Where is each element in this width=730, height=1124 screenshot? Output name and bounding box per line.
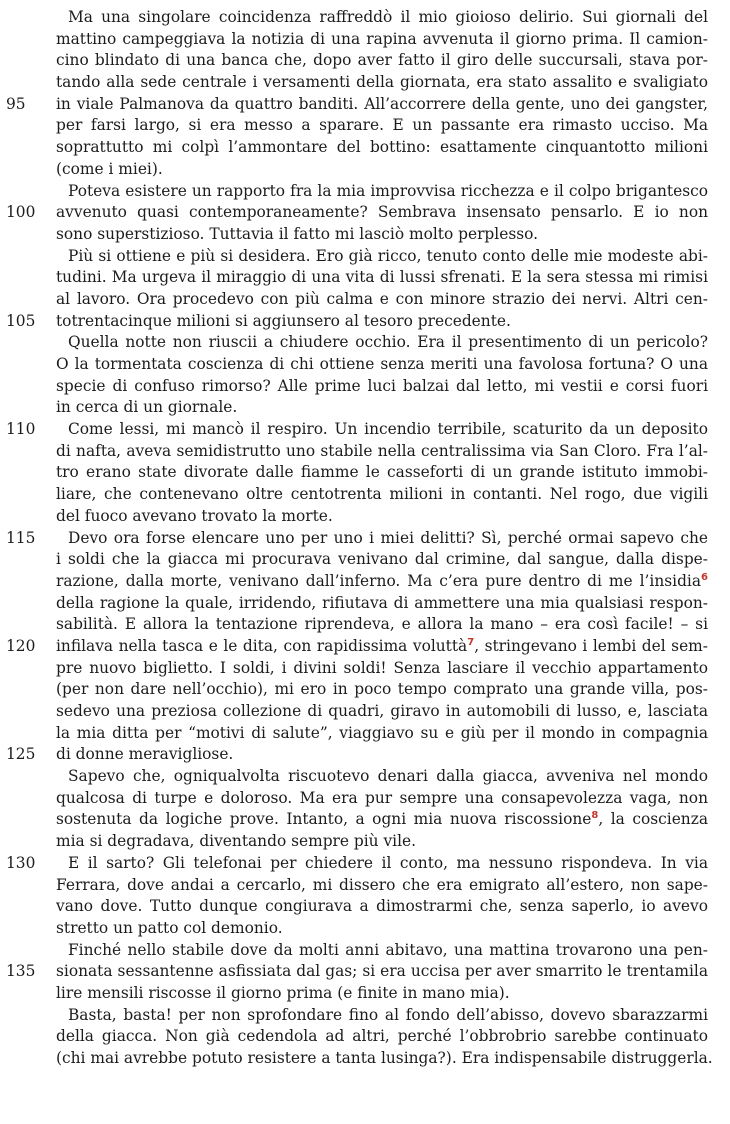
line-text bbox=[56, 289, 708, 311]
line-text bbox=[56, 29, 708, 51]
line-text-main: (chi mai avrebbe potuto resistere a tanta lusinga?). Era indispensabile distruggerla. bbox=[56, 1049, 713, 1067]
line-text bbox=[56, 224, 708, 246]
line-text bbox=[56, 202, 708, 224]
line-text bbox=[56, 397, 708, 419]
line-text-main: Ma una singolare coincidenza raffreddò il mio gioioso delirio. Sui giornali del bbox=[68, 8, 708, 26]
line-text bbox=[56, 744, 708, 766]
line-text bbox=[56, 896, 708, 918]
line-text bbox=[56, 701, 708, 723]
line-text-main: liare, che contenevano oltre centotrenta milioni in contanti. Nel rogo, due vigili bbox=[56, 485, 708, 504]
line-text bbox=[56, 766, 708, 788]
line-text bbox=[56, 636, 708, 658]
text-line bbox=[56, 766, 708, 788]
text-line bbox=[56, 875, 708, 897]
text-line bbox=[56, 679, 708, 701]
text-line bbox=[56, 7, 708, 29]
line-text bbox=[56, 376, 708, 398]
line-text-main: soprattutto mi colpì l’ammontare del bottino: esattamente cinquantotto milioni bbox=[56, 138, 708, 157]
line-text bbox=[56, 441, 708, 463]
line-text bbox=[56, 658, 708, 680]
line-text bbox=[56, 506, 708, 528]
line-text-main: di nafta, aveva semidistrutto uno stabile nella centralissima via San Cloro. Fra l’al- bbox=[56, 441, 708, 460]
line-text-main: Devo ora forse elencare uno per uno i miei delitti? Sì, perché ormai sapevo che bbox=[68, 528, 708, 547]
line-text-main: specie di confuso rimorso? Alle prime luci balzai dal letto, mi vestii e corsi fuori bbox=[56, 376, 708, 395]
line-text-main: mattino campeggiava la notizia di una rapina avvenuta il giorno prima. Il camion- bbox=[56, 29, 708, 48]
text-line bbox=[56, 332, 708, 354]
text-line bbox=[56, 831, 708, 853]
line-text-main: sedevo una preziosa collezione di quadri, giravo in automobili di lusso, e, lasciata bbox=[56, 702, 708, 720]
line-text bbox=[56, 809, 708, 831]
text-line bbox=[6, 419, 708, 441]
line-text bbox=[56, 137, 708, 159]
line-text-main: vano dove. Tutto dunque congiurava a dimostrarmi che, senza saperlo, io avevo bbox=[56, 897, 708, 916]
line-text-main: pre nuovo biglietto. I soldi, i divini soldi! Senza lasciare il vecchio appartamento bbox=[56, 658, 708, 677]
line-text bbox=[56, 723, 708, 745]
line-text bbox=[56, 1048, 713, 1070]
line-text bbox=[56, 528, 708, 550]
line-text-main: per farsi largo, si era messo a sparare. E un passante era rimasto ucciso. Ma bbox=[56, 116, 708, 135]
line-number: 115 bbox=[6, 528, 36, 547]
line-number: 105 bbox=[6, 311, 36, 330]
line-text-main: Come lessi, mi mancò il respiro. Un incendio terribile, scaturito da un deposito bbox=[68, 420, 708, 439]
line-text bbox=[56, 549, 708, 571]
line-text-main: Basta, basta! per non sprofondare fino al fondo dell’abisso, dovevo sbarazzarmi bbox=[68, 1005, 708, 1024]
line-text bbox=[56, 593, 708, 615]
line-text-main: la mia ditta per “motivi di salute”, viaggiavo su e giù per il mondo in compagnia bbox=[56, 723, 708, 742]
text-line bbox=[56, 701, 708, 723]
line-text bbox=[56, 1005, 708, 1027]
line-text bbox=[56, 679, 708, 701]
text-line bbox=[6, 853, 708, 875]
text-line bbox=[56, 983, 708, 1005]
line-text bbox=[56, 1026, 708, 1048]
line-text bbox=[56, 918, 708, 940]
line-text-main: Quella notte non riuscii a chiudere occhio. Era il presentimento di un pericolo? bbox=[68, 333, 708, 352]
text-line bbox=[6, 636, 708, 658]
line-text bbox=[56, 484, 708, 506]
text-line bbox=[56, 354, 708, 376]
line-text-main: (per non dare nell’occhio), mi ero in poco tempo comprato una grande villa, pos- bbox=[56, 680, 708, 699]
line-text-main: Più si ottiene e più si desidera. Ero già ricco, tenuto conto delle mie modeste abi- bbox=[68, 246, 708, 265]
line-text-continuation: , stringevano i lembi del sem- bbox=[474, 636, 708, 655]
line-text-main: della giacca. Non già cedendola ad altri, perché l’obbrobrio sarebbe continuato bbox=[56, 1027, 708, 1046]
line-text-main: mia si degradava, diventando sempre più vile. bbox=[56, 832, 417, 851]
footnote-marker: 7 bbox=[467, 636, 475, 648]
text-line bbox=[56, 593, 708, 615]
line-text-main: Ferrara, dove andai a cercarlo, mi dissero che era emigrato all’estero, non sape- bbox=[56, 875, 708, 894]
line-text-main: sostenuta da logiche prove. Intanto, a ogni mia nuova riscossione bbox=[56, 810, 592, 829]
text-line bbox=[56, 397, 708, 419]
line-text bbox=[56, 115, 708, 137]
line-text-main: totrentacinque milioni si aggiunsero al tesoro precedente. bbox=[56, 311, 511, 330]
text-line bbox=[56, 788, 708, 810]
line-text-main: Finché nello stabile dove da molti anni abitavo, una mattina trovarono una pen- bbox=[68, 940, 708, 959]
line-text bbox=[56, 419, 708, 441]
text-line bbox=[6, 202, 708, 224]
line-text-main: tro erano state divorate dalle fiamme le casseforti di un grande istituto immobi- bbox=[56, 463, 708, 482]
text-line bbox=[56, 918, 708, 940]
line-text bbox=[56, 181, 708, 203]
line-text bbox=[56, 875, 708, 897]
line-text-main: sabilità. E allora la tentazione riprendeva, e allora la mano – era così facile! – si bbox=[56, 615, 708, 634]
text-line bbox=[56, 1026, 708, 1048]
text-line bbox=[56, 462, 708, 484]
line-text-main: di donne meravigliose. bbox=[56, 745, 234, 764]
line-text bbox=[56, 267, 708, 289]
line-text-main: al lavoro. Ora procedevo con più calma e con minore strazio dei nervi. Altri cen- bbox=[56, 289, 708, 308]
text-line bbox=[6, 961, 708, 983]
line-text-main: stretto un patto col demonio. bbox=[56, 918, 283, 937]
line-text-main: in viale Palmanova da quattro banditi. All’accorrere della gente, uno dei gangster, bbox=[56, 94, 708, 113]
line-text-main: sionata sessantenne asfissiata dal gas; si era uccisa per aver smarrito le trentamila bbox=[56, 962, 708, 981]
text-line bbox=[56, 484, 708, 506]
line-text-main: lire mensili riscosse il giorno prima (e finite in mano mia). bbox=[56, 983, 510, 1002]
footnote-marker: 6 bbox=[701, 571, 708, 583]
text-line bbox=[56, 181, 708, 203]
text-line bbox=[56, 549, 708, 571]
text-line bbox=[56, 267, 708, 289]
text-line bbox=[6, 744, 708, 766]
line-text-main: infilava nella tasca e le dita, con rapidissima voluttà bbox=[56, 636, 468, 655]
text-line bbox=[56, 29, 708, 51]
line-number: 100 bbox=[6, 203, 36, 222]
text-line bbox=[56, 896, 708, 918]
line-text-main: tando alla sede centrale i versamenti della giornata, era stato assalito e svaligiato bbox=[56, 73, 708, 92]
text-line bbox=[56, 723, 708, 745]
line-text bbox=[56, 354, 708, 376]
line-text-main: qualcosa di turpe e doloroso. Ma era pur sempre una consapevolezza vaga, non bbox=[56, 788, 708, 807]
line-text-main: i soldi che la giacca mi procurava venivano dal crimine, dal sangue, dalla dispe- bbox=[56, 550, 708, 569]
line-text bbox=[56, 614, 708, 636]
line-text bbox=[56, 788, 708, 810]
line-text-main: Sapevo che, ogniqualvolta riscuotevo denari dalla giacca, avveniva nel mondo bbox=[68, 767, 708, 786]
line-number: 110 bbox=[6, 420, 36, 439]
line-text-main: del fuoco avevano trovato la morte. bbox=[56, 506, 333, 525]
text-line bbox=[56, 137, 708, 159]
text-line bbox=[56, 376, 708, 398]
text-line bbox=[6, 94, 708, 116]
line-text bbox=[56, 940, 708, 962]
text-line bbox=[6, 311, 708, 333]
text-line bbox=[56, 809, 708, 831]
line-text-main: O la tormentata coscienza di chi ottiene senza meriti una favolosa fortuna? O una bbox=[56, 355, 708, 373]
line-text bbox=[56, 7, 708, 29]
line-number: 135 bbox=[6, 962, 36, 981]
line-text bbox=[56, 94, 708, 116]
line-text bbox=[56, 961, 708, 983]
text-column bbox=[6, 7, 713, 1070]
footnote-marker: 8 bbox=[591, 810, 599, 822]
text-line bbox=[56, 441, 708, 463]
line-text bbox=[56, 246, 708, 268]
line-text-main: (come i miei). bbox=[56, 159, 163, 178]
line-text bbox=[56, 853, 708, 875]
line-text-main: razione, dalla morte, venivano dall’inferno. Ma c’era pure dentro di me l’insidia bbox=[56, 571, 702, 590]
line-text-main: E il sarto? Gli telefonai per chiedere il conto, ma nessuno rispondeva. In via bbox=[68, 853, 708, 872]
line-text-main: cino blindato di una banca che, dopo aver fatto il giro delle succursali, stava por- bbox=[56, 51, 708, 70]
line-text-main: in cerca di un giornale. bbox=[56, 398, 238, 417]
text-line bbox=[6, 528, 708, 550]
text-line bbox=[56, 940, 708, 962]
line-number: 125 bbox=[6, 745, 36, 764]
line-text-main: tudini. Ma urgeva il miraggio di una vita di lussi sfrenati. E la sera stessa mi rimisi bbox=[56, 268, 708, 287]
line-text bbox=[56, 311, 708, 333]
text-line bbox=[56, 614, 708, 636]
text-line bbox=[56, 115, 708, 137]
line-text bbox=[56, 831, 708, 853]
text-line bbox=[56, 571, 708, 593]
line-text-continuation: , la coscienza bbox=[598, 810, 708, 829]
line-number: 95 bbox=[6, 94, 26, 113]
text-line bbox=[56, 1048, 713, 1070]
text-line bbox=[56, 246, 708, 268]
line-text bbox=[56, 983, 708, 1005]
line-text bbox=[56, 332, 708, 354]
line-number: 130 bbox=[6, 853, 36, 872]
text-line bbox=[56, 658, 708, 680]
line-text bbox=[56, 571, 708, 593]
text-line bbox=[56, 72, 708, 94]
text-line bbox=[56, 159, 708, 181]
text-line bbox=[56, 50, 708, 72]
line-text bbox=[56, 159, 708, 181]
line-text-main: della ragione la quale, irridendo, rifiutava di ammettere una mia qualsiasi respon- bbox=[56, 593, 708, 612]
line-text bbox=[56, 50, 708, 72]
line-text-main: Poteva esistere un rapporto fra la mia improvvisa ricchezza e il colpo brigantesco bbox=[68, 181, 708, 200]
line-text-main: sono superstizioso. Tuttavia il fatto mi lasciò molto perplesso. bbox=[56, 224, 539, 243]
line-text-main: avvenuto quasi contemporaneamente? Sembrava insensato pensarlo. E io non bbox=[56, 203, 708, 222]
line-text bbox=[56, 462, 708, 484]
text-line bbox=[56, 506, 708, 528]
line-text bbox=[56, 72, 708, 94]
text-line bbox=[56, 289, 708, 311]
line-number: 120 bbox=[6, 636, 36, 655]
text-line bbox=[56, 1005, 708, 1027]
text-line bbox=[56, 224, 708, 246]
